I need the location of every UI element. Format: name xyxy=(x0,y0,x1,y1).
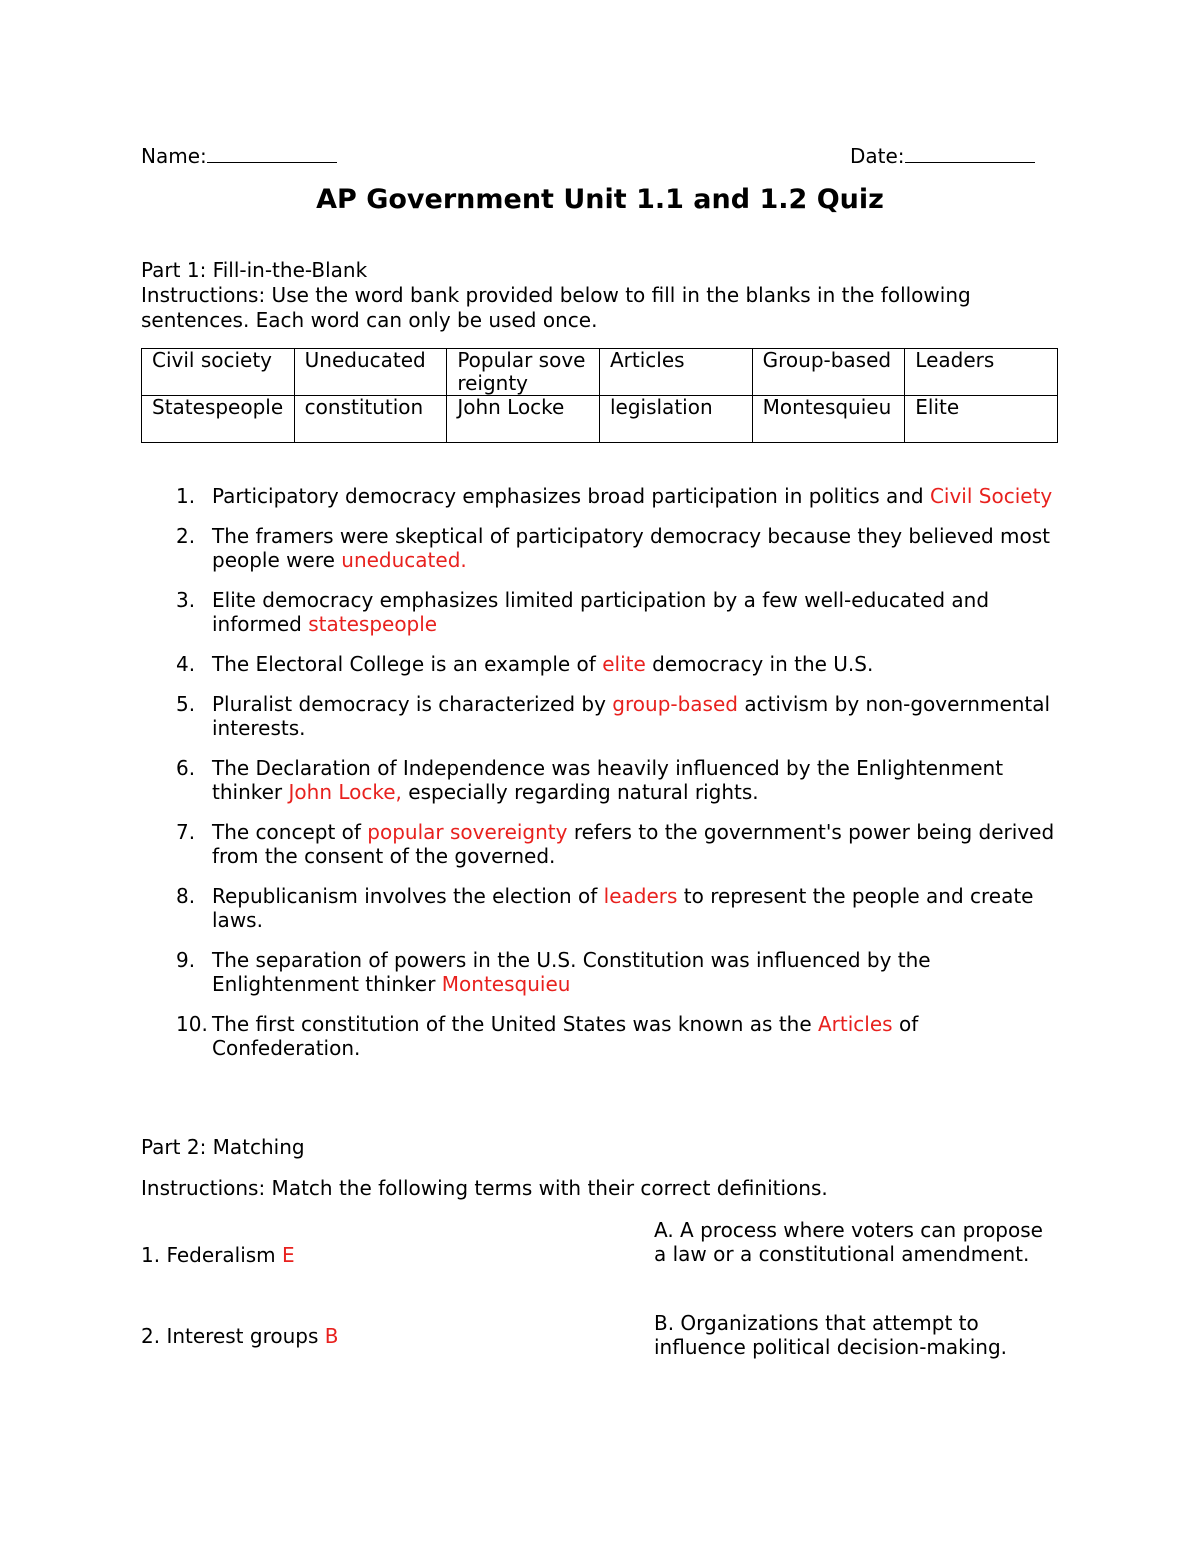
word-bank-row xyxy=(142,349,1058,396)
word-bank-cell: Leaders xyxy=(905,349,1058,396)
question-text: The framers were skeptical of participatory democracy because they believed most people were xyxy=(212,524,1051,572)
matching-answer: E xyxy=(282,1243,295,1267)
question-text: The concept of xyxy=(212,820,368,844)
question-item xyxy=(141,652,1061,676)
word-bank-cell: Group-based xyxy=(752,349,905,396)
word-bank-cell: constitution xyxy=(294,396,447,443)
question-answer: uneducated. xyxy=(341,548,467,572)
name-label: Name: xyxy=(141,144,207,168)
matching-definition: B. Organizations that attempt to influence political decision-making. xyxy=(654,1311,1008,1359)
question-item xyxy=(141,692,1061,740)
question-number: 10. xyxy=(176,1012,208,1036)
part1-heading: Part 1: Fill-in-the-Blank xyxy=(141,258,368,282)
question-text: The Declaration of Independence was heavily influenced by the Enlightenment thinker xyxy=(212,756,1004,804)
part2-instructions: Instructions: Match the following terms with their correct definitions. xyxy=(141,1176,828,1200)
matching-term xyxy=(141,1324,338,1348)
word-bank-table xyxy=(141,348,1058,443)
word-bank-cell: Elite xyxy=(905,396,1058,443)
word-bank-cell: Articles xyxy=(599,349,752,396)
question-item xyxy=(141,1012,1061,1060)
question-number: 1. xyxy=(176,484,196,508)
question-answer: Civil Society xyxy=(929,484,1053,508)
page-title: AP Government Unit 1.1 and 1.2 Quiz xyxy=(316,184,884,215)
question-text-after: activism by non-governmental interests. xyxy=(212,692,1051,740)
question-text: Pluralist democracy is characterized by xyxy=(212,692,613,716)
question-text: The Electoral College is an example of xyxy=(212,652,603,676)
word-bank-cell: Popular sovereignty xyxy=(447,349,600,396)
question-text: The separation of powers in the U.S. Constitution was influenced by the Enlightenment thinker xyxy=(212,948,931,996)
matching-term-text: 1. Federalism xyxy=(141,1243,276,1267)
matching-term-text: 2. Interest groups xyxy=(141,1324,319,1348)
word-bank-cell: legislation xyxy=(599,396,752,443)
question-answer: Articles xyxy=(818,1012,893,1036)
question-answer: John Locke, xyxy=(288,780,402,804)
question-item xyxy=(141,884,1061,932)
word-bank-cell: Uneducated xyxy=(294,349,447,396)
question-number: 2. xyxy=(176,524,196,548)
date-blank[interactable] xyxy=(905,142,1035,163)
part1-instructions: Instructions: Use the word bank provided below to fill in the blanks in the following sentences. Each word can only be used once. xyxy=(141,283,971,332)
question-answer: statespeople xyxy=(308,612,438,636)
word-bank-cell: Statespeople xyxy=(142,396,295,443)
question-answer: leaders xyxy=(603,884,678,908)
question-item xyxy=(141,820,1061,868)
date-field xyxy=(850,142,1035,168)
word-bank-cell: Civil society xyxy=(142,349,295,396)
fill-in-questions xyxy=(141,484,1061,1076)
question-text-after: democracy in the U.S. xyxy=(645,652,874,676)
question-text: Elite democracy emphasizes limited participation by a few well-educated and informed xyxy=(212,588,990,636)
word-bank-row xyxy=(142,396,1058,443)
name-blank[interactable] xyxy=(207,142,337,163)
question-item xyxy=(141,588,1061,636)
question-text: Republicanism involves the election of xyxy=(212,884,604,908)
question-text: The first constitution of the United States was known as the xyxy=(212,1012,818,1036)
date-label: Date: xyxy=(850,144,905,168)
question-item xyxy=(141,484,1061,508)
question-number: 7. xyxy=(176,820,196,844)
name-field xyxy=(141,142,337,168)
question-item xyxy=(141,524,1061,572)
question-number: 4. xyxy=(176,652,196,676)
matching-definition: A. A process where voters can propose a law or a constitutional amendment. xyxy=(654,1218,1043,1266)
question-item xyxy=(141,948,1061,996)
part2-heading: Part 2: Matching xyxy=(141,1135,305,1159)
matching-term xyxy=(141,1243,295,1267)
question-text-after: of Confederation. xyxy=(212,1012,919,1060)
word-bank-cell: Montesquieu xyxy=(752,396,905,443)
question-number: 6. xyxy=(176,756,196,780)
question-number: 9. xyxy=(176,948,196,972)
question-number: 8. xyxy=(176,884,196,908)
question-text: Participatory democracy emphasizes broad participation in politics and xyxy=(212,484,930,508)
question-number: 3. xyxy=(176,588,196,612)
word-bank-cell: John Locke xyxy=(447,396,600,443)
question-number: 5. xyxy=(176,692,196,716)
question-answer: group-based xyxy=(612,692,738,716)
question-answer: Montesquieu xyxy=(441,972,571,996)
question-text-after: especially regarding natural rights. xyxy=(401,780,759,804)
question-text-after: to represent the people and create laws. xyxy=(212,884,1034,932)
question-text-after: refers to the government's power being derived from the consent of the governed. xyxy=(212,820,1055,868)
matching-answer: B xyxy=(324,1324,339,1348)
question-item xyxy=(141,756,1061,804)
question-answer: popular sovereignty xyxy=(367,820,568,844)
question-answer: elite xyxy=(602,652,646,676)
